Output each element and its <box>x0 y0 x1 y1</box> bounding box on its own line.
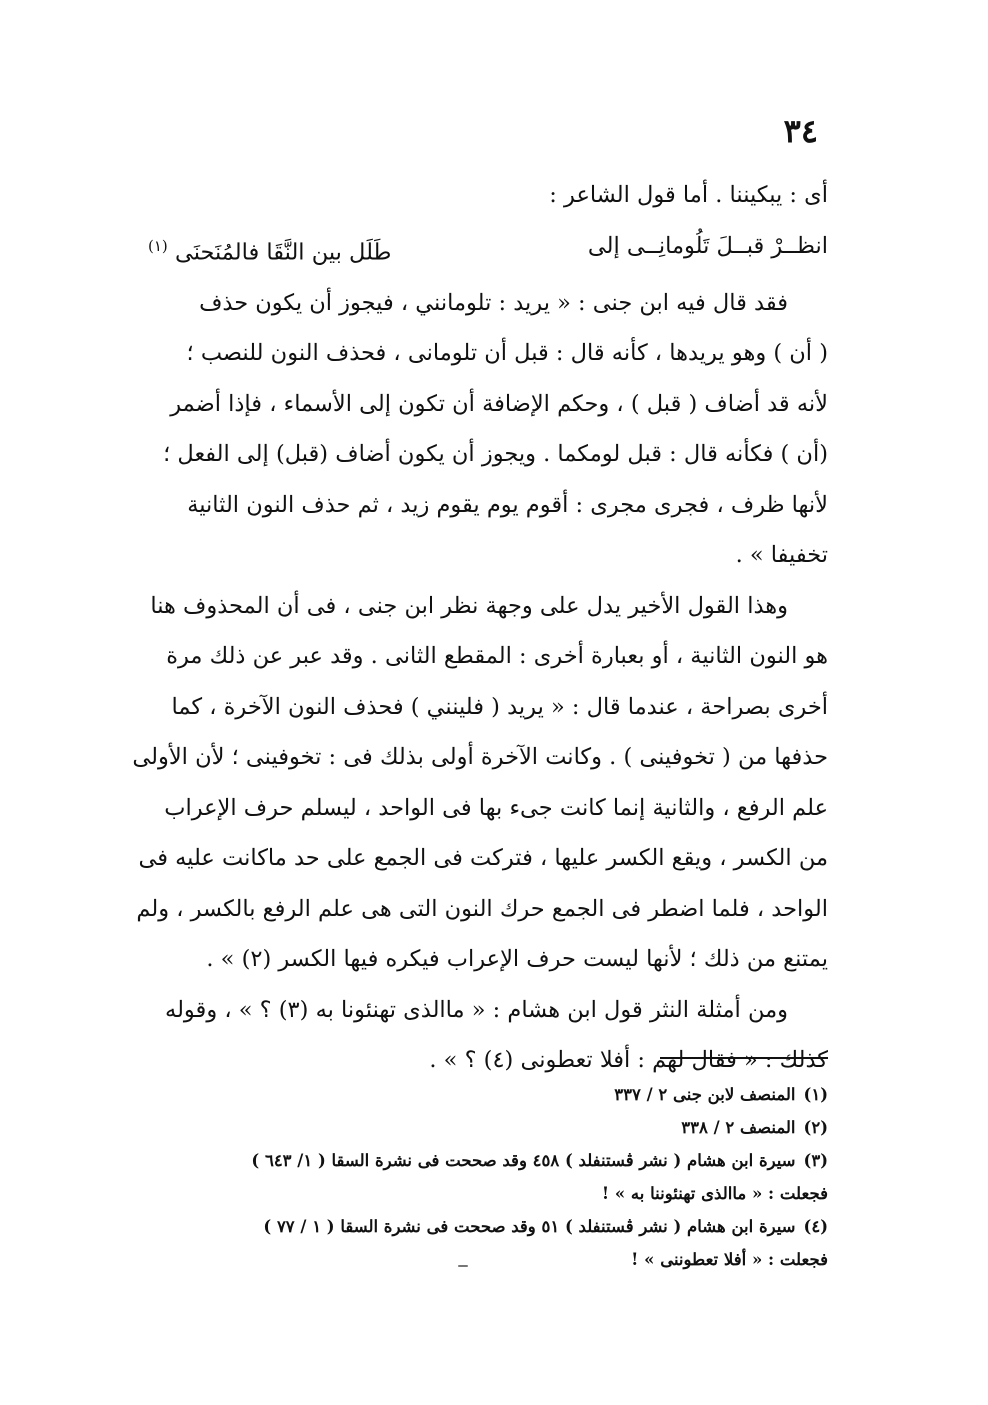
intro-line: أى : يبكيننا . أما قول الشاعر : <box>549 182 828 208</box>
text-line: الواحد ، فلما اضطر فى الجمع حرك النون التى هى علم الرفع بالكسر ، ولم <box>136 895 828 922</box>
paragraph-prose-examples <box>148 985 828 1086</box>
paragraph-analysis <box>132 581 828 985</box>
scan-speck <box>458 1265 468 1267</box>
verse-second-half-text: طَلَل بين النَّقَا فالمُنَحنَى <box>174 239 392 265</box>
footnote-4 <box>148 1210 828 1243</box>
footnote-3 <box>148 1144 828 1177</box>
footnote-text: المنصف ٢ / ٣٣٨ <box>681 1118 796 1137</box>
text-line: علم الرفع ، والثانية إنما كانت جىء بها فى الواحد ، ليسلم حرف الإعراب <box>164 794 828 821</box>
footnote-4-continuation: فجعلت : « أفلا تعطوننى » ! <box>631 1250 828 1269</box>
text-line: وهذا القول الأخير يدل على وجهة نظر ابن جنى ، فى أن المحذوف هنا <box>150 592 788 619</box>
text-line: تخفيفا » . <box>735 542 828 568</box>
main-text <box>132 170 828 1086</box>
text-line: فقد قال فيه ابن جنى : « يريد : تلومانني ، فيجوز أن يكون حذف <box>199 289 788 316</box>
footnotes <box>148 1078 828 1276</box>
text-line: كذلك : « فقال لهم : أفلا تعطونى (٤) ؟ » . <box>429 1047 828 1073</box>
verse-first-half: انظــرْ قبــلَ تَلُومانِــى إلى <box>587 232 828 259</box>
text-line: ( أن ) وهو يريدها ، كأنه قال : قبل أن تلومانى ، فحذف النون للنصب ؛ <box>186 340 828 366</box>
footnote-text: سيرة ابن هشام ( نشر ڤستنفلد ) ٥١ وقد صححت فى نشرة السقا ( ١ / ٧٧ ) <box>263 1217 796 1236</box>
text-line: يمتنع من ذلك ؛ لأنها ليست حرف الإعراب فيكره فيها الكسر (٢) » . <box>206 946 828 972</box>
text-line: ومن أمثلة النثر قول ابن هشام : « ماالذى تهنئونا به (٣) ؟ » ، وقوله <box>165 996 788 1023</box>
page-number: ٣٤ <box>783 112 818 150</box>
verse-second-half <box>148 221 391 278</box>
paragraph-ibn-jinni-quote <box>148 278 828 581</box>
footnote-2 <box>148 1111 828 1144</box>
text-line: حذفها من ( تخوفينى ) . وكانت الآخرة أولى بذلك فى : تخوفينى ؛ لأن الأولى <box>132 744 828 770</box>
footnote-number: (٤) <box>803 1217 828 1236</box>
text-line: من الكسر ، ويقع الكسر عليها ، فتركت فى الجمع على حد ماكانت عليه فى <box>138 845 828 871</box>
footnote-number: (١) <box>803 1085 828 1104</box>
text-line: (أن ) فكأنه قال : قبل لومكما . ويجوز أن يكون أضاف (قبل) إلى الفعل ؛ <box>163 441 828 467</box>
text-line: لأنه قد أضاف ( قبل ) ، وحكم الإضافة أن تكون إلى الأسماء ، فإذا أضمر <box>170 390 828 417</box>
footnote-number: (٣) <box>803 1151 828 1170</box>
text-line: هو النون الثانية ، أو بعبارة أخرى : المقطع الثانى . وقد عبر عن ذلك مرة <box>166 643 828 669</box>
text-line: أخرى بصراحة ، عندما قال : « يريد ( فلينني ) فحذف النون الآخرة ، كما <box>171 693 828 720</box>
footnote-number: (٢) <box>803 1118 828 1137</box>
text-line: لأنها ظرف ، فجرى مجرى : أقوم يوم يقوم زيد ، ثم حذف النون الثانية <box>187 491 828 518</box>
footnote-separator <box>660 1057 828 1059</box>
poetry-verse <box>148 221 828 278</box>
footnote-text: سيرة ابن هشام ( نشر ڤستنفلد ) ٤٥٨ وقد صححت فى نشرة السقا ( ١/ ٦٤٣ ) <box>251 1151 796 1170</box>
footnote-mark-1: (١) <box>148 236 168 255</box>
footnote-3-continuation: فجعلت : « ماالذى تهنئوننا به » ! <box>601 1184 828 1203</box>
footnote-1 <box>148 1078 828 1111</box>
footnote-text: المنصف لابن جنى ٢ / ٣٣٧ <box>614 1085 796 1104</box>
